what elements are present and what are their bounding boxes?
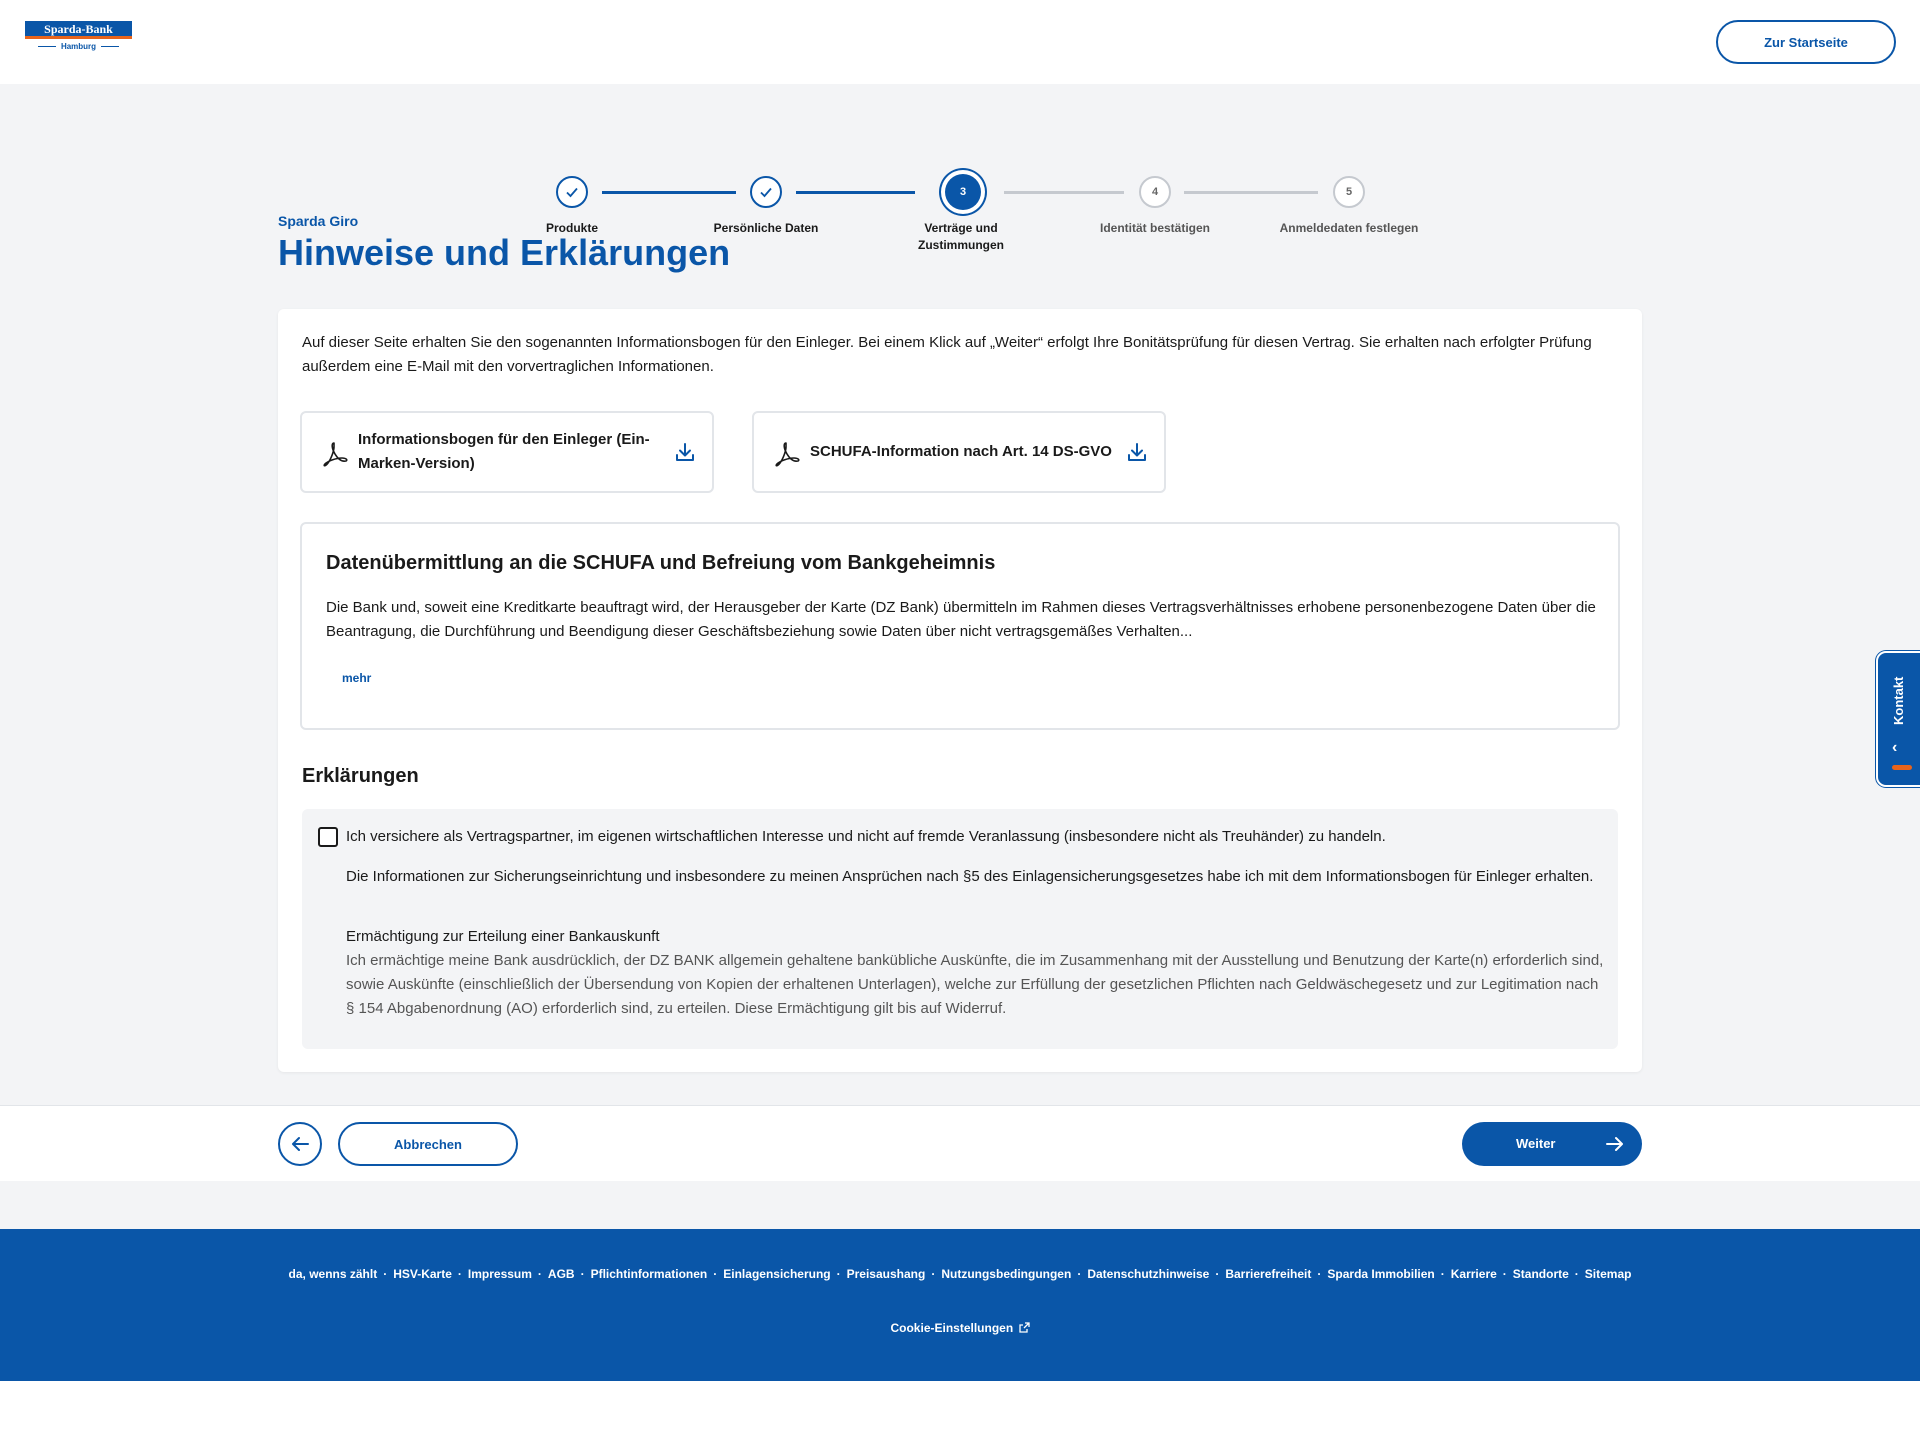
site-header (0, 0, 1920, 84)
footer-link[interactable]: HSV-Karte (393, 1267, 452, 1281)
contact-tab-label: Kontakt (1891, 676, 1906, 725)
declaration-checkbox-label[interactable]: Ich versichere als Vertragspartner, im eigenen wirtschaftlichen Interesse und nicht auf fremde Veranlassung (insbesondere nicht als Treuhänder) zu handeln. (346, 828, 1386, 845)
step-4-label: Identität bestätigen (1099, 221, 1210, 235)
footer-link[interactable]: Pflichtinformationen (590, 1267, 708, 1281)
step-4-indicator: 4 (1139, 176, 1171, 208)
step-1-check-icon (556, 176, 588, 208)
site-footer (0, 1229, 1920, 1381)
footer-link[interactable]: Barrierefreiheit (1225, 1267, 1312, 1281)
logo-region: Hamburg (60, 42, 97, 51)
step-1-label: Produkte (545, 221, 598, 235)
footer-links: da, wenns zählt · HSV-Karte · Impressum · AGB · Pflichtinformationen · Einlagensicherung · Preisaushang · Nutzungsbedingungen · Datenschutzhinweise · Barrierefreiheit · Sparda Immobilien · Karriere · Standorte · Sitemap (288, 1267, 1632, 1281)
step-3-indicator: 3 (945, 174, 981, 210)
pdf-icon (320, 439, 350, 469)
deposit-guarantee-info: Die Informationen zur Sicherungseinrichtung und insbesondere zu meinen Ansprüchen nach §5 des Einlagensicherungsgesetzes habe ich mit dem Informationsbogen für Einleger erhalten. (346, 868, 1594, 885)
external-link-icon (1019, 1322, 1030, 1333)
pdf-icon (772, 439, 802, 469)
schufa-consent-section (300, 522, 1620, 730)
document-download-informationsbogen[interactable] (300, 411, 714, 493)
content-card (278, 309, 1642, 1072)
step-3-label: Verträge und Zustimmungen (918, 221, 1004, 252)
footer-link[interactable]: Impressum (467, 1267, 532, 1281)
step-5-label: Anmeldedaten festlegen (1279, 221, 1419, 235)
footer-link[interactable]: Datenschutzhinweise (1087, 1267, 1210, 1281)
document-label: Informationsbogen für den Einleger (Ein-Marken-Version) (358, 431, 650, 472)
schufa-title: Datenübermittlung an die SCHUFA und Befreiung vom Bankgeheimnis (326, 552, 996, 574)
step-connector (602, 191, 736, 194)
back-button[interactable] (278, 1122, 322, 1166)
document-download-schufa-information[interactable] (752, 411, 1166, 493)
footer-link[interactable]: Preisaushang (846, 1267, 926, 1281)
declarations-title: Erklärungen (302, 765, 419, 787)
contact-accent-bar (1892, 765, 1912, 770)
next-button-label: Weiter (1516, 1136, 1556, 1151)
step-2-check-icon (750, 176, 782, 208)
footer-link[interactable]: AGB (547, 1267, 575, 1281)
product-kicker: Sparda Giro (278, 213, 359, 229)
intro-text: Auf dieser Seite erhalten Sie den sogenannten Informationsbogen für den Einleger. Bei einem Klick auf „Weiter“ erfolgt Ihre Bonitätsprüfung für diesen Vertrag. Sie erhalten nach erfolgter Prüfung außerdem eine E-Mail mit den vorvertraglichen Informationen. (302, 334, 1592, 375)
home-button[interactable]: Zur Startseite (1716, 20, 1896, 64)
authorization-title: Ermächtigung zur Erteilung einer Bankauskunft (346, 928, 660, 945)
more-link[interactable]: mehr (342, 671, 372, 685)
footer-link[interactable]: Standorte (1512, 1267, 1569, 1281)
cookie-settings-label: Cookie-Einstellungen (890, 1321, 1014, 1335)
step-connector (1004, 191, 1124, 194)
contact-tab[interactable] (1876, 651, 1920, 787)
arrow-left-icon (289, 1133, 311, 1155)
action-bar (0, 1105, 1920, 1181)
next-button[interactable] (1462, 1122, 1642, 1166)
logo-brand: Sparda-Bank (25, 21, 132, 39)
chevron-left-icon: ‹ (1892, 739, 1898, 756)
step-connector (796, 191, 915, 194)
sparda-bank-logo[interactable] (25, 21, 132, 54)
footer-link[interactable]: Einlagensicherung (723, 1267, 831, 1281)
footer-link[interactable]: Karriere (1450, 1267, 1497, 1281)
step-5-indicator: 5 (1333, 176, 1365, 208)
download-icon (674, 441, 696, 463)
authorization-text: Ich ermächtige meine Bank ausdrücklich, der DZ BANK allgemein gehaltene bankübliche Auskünfte, die im Zusammenhang mit der Ausstellung und Benutzung der Karte(n) erforderlich sind, sowie Auskünfte (einschließlich der Übersendung von Kopien der erhaltenen Unterlagen), welche zur Erfüllung der gesetzlichen Pflichten nach Geldwäschegesetz und zur Legitimation nach § 154 Abgabenordnung (AO) erforderlich sind, zu erteilen. Diese Ermächtigung gilt bis auf Widerruf. (346, 952, 1604, 1017)
page-title: Hinweise und Erklärungen (278, 232, 731, 273)
arrow-right-icon (1604, 1133, 1626, 1155)
document-label: SCHUFA-Information nach Art. 14 DS-GVO (810, 443, 1112, 460)
cancel-button[interactable]: Abbrechen (338, 1122, 518, 1166)
footer-link[interactable]: Sparda Immobilien (1327, 1267, 1435, 1281)
step-connector (1184, 191, 1318, 194)
declarations-box (302, 809, 1618, 1049)
footer-link[interactable]: da, wenns zählt (288, 1267, 378, 1281)
declaration-checkbox[interactable] (318, 827, 338, 847)
cookie-settings-link[interactable] (0, 1321, 1920, 1335)
download-icon (1126, 441, 1148, 463)
schufa-text: Die Bank und, soweit eine Kreditkarte beauftragt wird, der Herausgeber der Karte (DZ Bank) übermitteln im Rahmen dieses Vertragsverhältnisses erhobene personenbezogene Daten über die Beantragung, die Durchführung und Beendigung dieser Geschäftsbeziehung sowie Daten über nicht vertragsgemäßes Verhalten... (326, 599, 1596, 640)
footer-link[interactable]: Sitemap (1584, 1267, 1632, 1281)
footer-link[interactable]: Nutzungsbedingungen (941, 1267, 1072, 1281)
step-2-label: Persönliche Daten (713, 221, 819, 235)
